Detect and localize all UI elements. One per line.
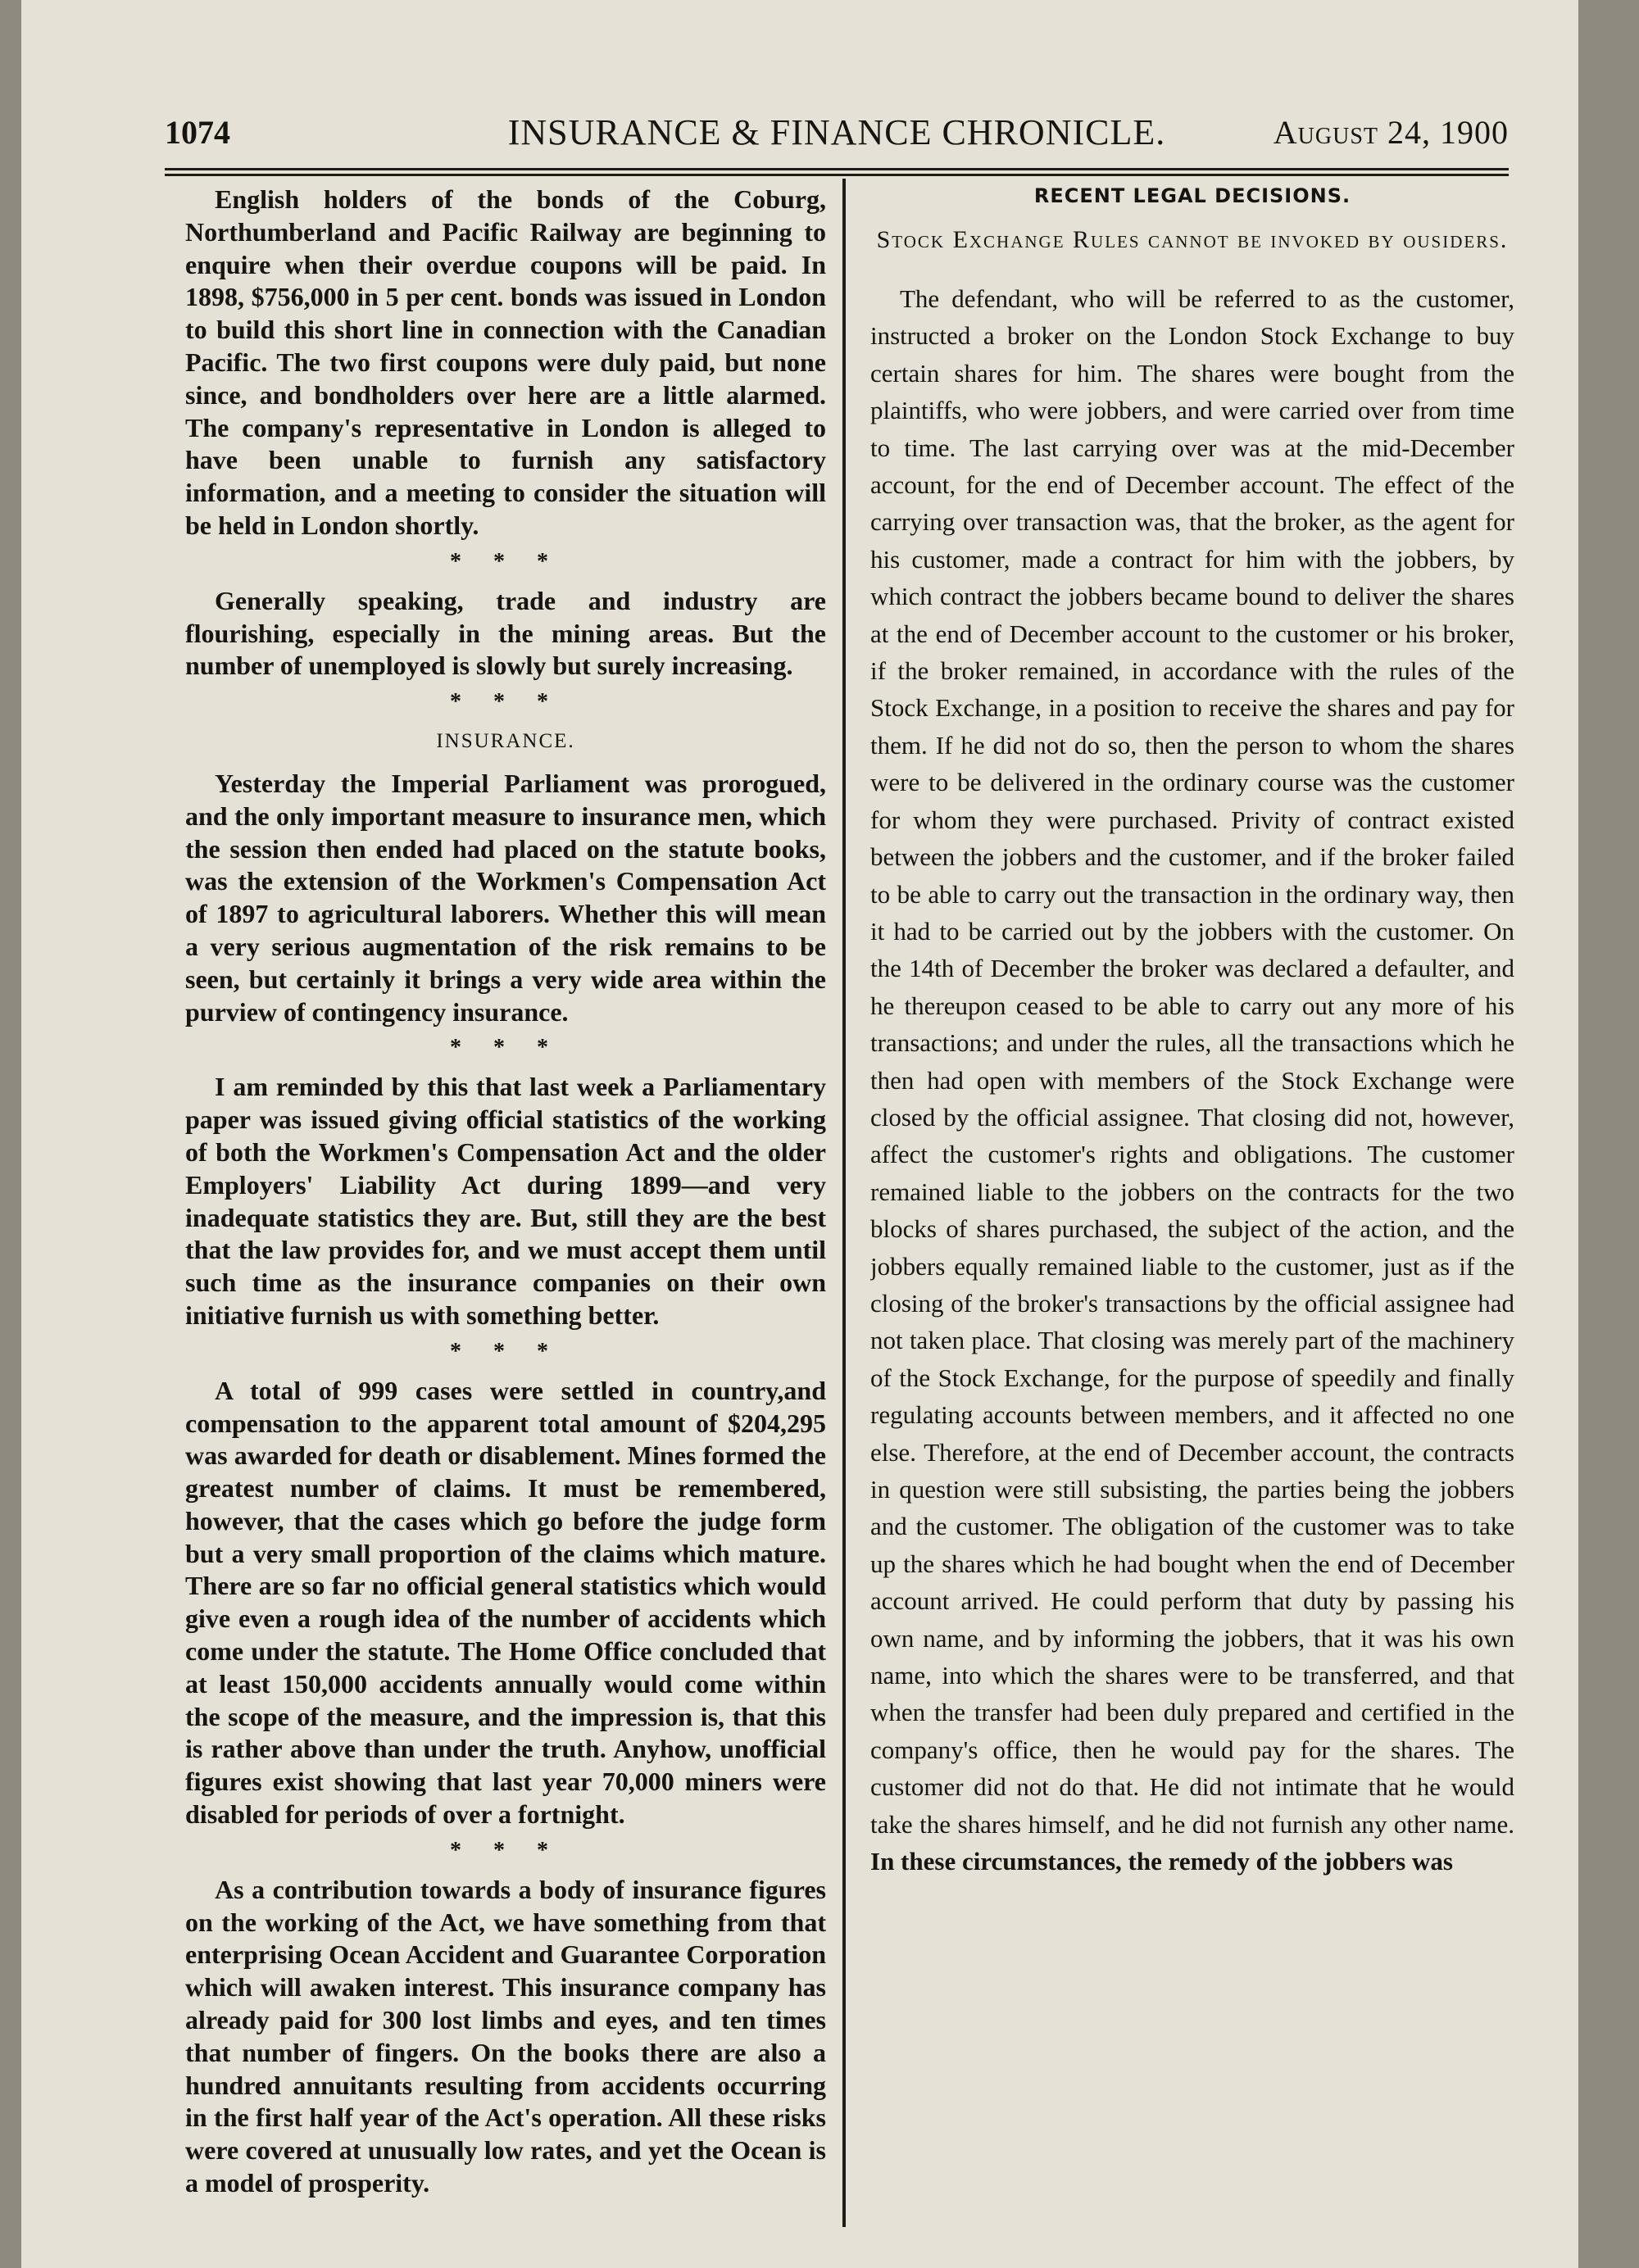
section-separator: * * * bbox=[450, 689, 561, 715]
right-column bbox=[870, 184, 1514, 1880]
header-rule-top bbox=[165, 168, 1509, 170]
article-body-text: The defendant, who will be referred to as the customer, instructed a broker on the London Stock Exchange to buy certain shares for him. The shares were bought from the plaintiffs, who were jobbers, and were carried over from time to time. The last carrying over was at the mid-December account, for the end of December account. The effect of the carrying over transaction was, that the broker, as the agent for his customer, made a contract for him with the jobbers, by which contract the jobbers became bound to deliver the shares at the end of December account to the customer or his broker, if the broker remained, in accordance with the rules of the Stock Exchange, in a position to receive the shares and pay for them. If he did not do so, then the person to whom the shares were to be delivered in the ordinary course was the customer for whom they were purchased. Privity of contract existed between the jobbers and the customer, and if the broker failed to be able to carry out the transaction in the ordinary way, then it had to be carried out by the jobbers with the customer. On the 14th of December the broker was declared a defaulter, and he thereupon ceased to be able to carry out any more of his transactions; and under the rules, all the transactions which he then had open with members of the Stock Exchange were closed by the official assignee. That closing did not, however, affect the customer's rights and obligations. The customer remained liable to the jobbers on the contracts for the two blocks of shares purchased, the subject of the action, and the jobbers equally remained liable to the customer, just as if the closing of the broker's transactions by the official assignee had not taken place. That closing was merely part of the machinery of the Stock Exchange, for the purpose of speedily and finally regulating accounts between members, and it affected no one else. Therefore, at the end of December account, the contracts in question were still subsisting, the parties being the jobbers and the customer. The obligation of the customer was to take up the shares which he had bought when the end of December account arrived. He could perform that duty by passing his own name, and by informing the jobbers, that it was his own name, into which the shares were to be transferred, and that when the transfer had been duly prepared and certified in the company's office, then he would pay for the shares. The customer did not do that. He did not intimate that he would take the shares himself, and he did not furnish any other name. bbox=[870, 284, 1514, 1839]
article-body bbox=[870, 280, 1514, 1880]
header-rule-bottom bbox=[165, 174, 1509, 176]
paragraph-parliamentary-paper: I am reminded by this that last week a Parliamentary paper was issued giving official statistics of the working of both the Workmen's Compensation Act and the older Employers' Liability Act during 1899—and very inadequate statistics they are. But, still they are the best that the law provides for, and we must accept them until such time as the insurance companies on their own initiative furnish us with something better. bbox=[185, 1072, 826, 1330]
paragraph-parliament: Yesterday the Imperial Parliament was prorogued, and the only important measure to insurance men, which the session then ended had placed on the statute books, was the extension of the Workmen's Compensation Act of 1897 to agricultural laborers. Whether this will mean a very serious augmentation of the risk remains to be seen, but certainly it brings a very wide area within the purview of contingency insurance. bbox=[185, 768, 826, 1027]
issue-date: August 24, 1900 bbox=[1273, 114, 1509, 151]
section-title-legal-decisions: RECENT LEGAL DECISIONS. bbox=[1033, 184, 1351, 207]
page-number: 1074 bbox=[165, 114, 230, 151]
column-divider bbox=[842, 179, 846, 2227]
section-title-insurance: INSURANCE. bbox=[436, 730, 575, 753]
left-column bbox=[185, 184, 826, 2200]
section-separator: * * * bbox=[450, 1338, 561, 1364]
publication-title: INSURANCE & FINANCE CHRONICLE. bbox=[507, 112, 1166, 152]
section-separator: * * * bbox=[450, 548, 561, 574]
article-body-last-line: In these circumstances, the remedy of the jobbers was bbox=[870, 1847, 1453, 1876]
page-header bbox=[165, 107, 1509, 156]
article-subheading: Stock Exchange Rules cannot be invoked by ousiders. bbox=[876, 226, 1509, 253]
paragraph-ocean-accident: As a contribution towards a body of insurance figures on the working of the Act, we have something from that enterprising Ocean Accident and Guarantee Corporation which will awaken interest. This insurance company has already paid for 300 lost limbs and eyes, and ten times that number of fingers. On the books there are also a hundred annuitants resulting from accidents occurring in the first half year of the Act's operation. All these risks were covered at unusually low rates, and yet the Ocean is a model of prosperity. bbox=[185, 1874, 826, 2198]
section-separator: * * * bbox=[450, 1035, 561, 1061]
paragraph-railway-bonds: English holders of the bonds of the Coburg, Northumberland and Pacific Railway are beginning to enquire when their overdue coupons will be paid. In 1898, $756,000 in 5 per cent. bonds was issued in London to build this short line in connection with the Canadian Pacific. The two first coupons were duly paid, but none since, and bondholders over here are a little alarmed. The company's representative in London is alleged to have been unable to furnish any satisfactory information, and a meeting to consider the situation will be held in London shortly. bbox=[185, 184, 826, 540]
section-separator: * * * bbox=[450, 1837, 561, 1863]
paragraph-cases-settled: A total of 999 cases were settled in country,and compensation to the apparent total amount of $204,295 was awarded for death or disablement. Mines formed the greatest number of claims. It must be remembered, however, that the cases which go before the judge form but a very small proportion of the claims which mature. There are so far no official general statistics which would give even a rough idea of the number of accidents which come under the statute. The Home Office concluded that at least 150,000 accidents annually would come within the scope of the measure, and the impression is, that this is rather above than under the truth. Anyhow, unofficial figures exist showing that last year 70,000 miners were disabled for periods of over a fortnight. bbox=[185, 1375, 826, 1830]
paragraph-trade: Generally speaking, trade and industry are flourishing, especially in the mining areas. But the number of unemployed is slowly but surely increasing. bbox=[185, 585, 826, 681]
newspaper-page bbox=[21, 0, 1578, 2268]
